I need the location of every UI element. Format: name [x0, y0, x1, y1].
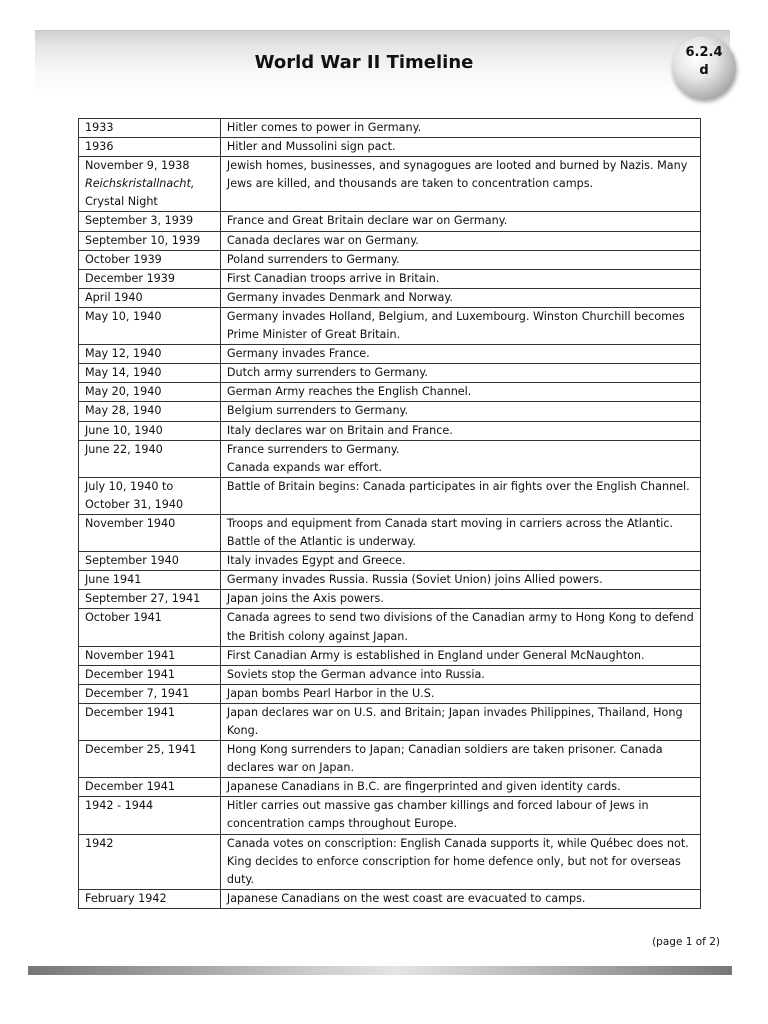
event-text: Canada declares war on Germany. — [226, 233, 419, 247]
table-row — [79, 684, 701, 703]
table-row — [79, 250, 701, 269]
date-text: November 1940 — [85, 516, 176, 530]
event-cell — [220, 345, 700, 364]
date-cell — [79, 231, 221, 250]
table-row — [79, 307, 701, 344]
table-row — [79, 269, 701, 288]
timeline-body — [79, 119, 701, 909]
timeline-table — [78, 118, 701, 909]
date-text: December 1941 — [85, 667, 176, 681]
event-cell — [220, 231, 700, 250]
event-cell — [220, 684, 700, 703]
date-text: September 3, 1939 — [85, 214, 194, 228]
table-row — [79, 364, 701, 383]
date-cell — [79, 157, 221, 212]
event-text: Japanese Canadians in B.C. are fingerprinted and given identity cards. — [226, 780, 621, 794]
event-cell — [220, 552, 700, 571]
table-row — [79, 157, 701, 212]
date-text: December 7, 1941 — [85, 686, 190, 700]
date-cell — [79, 383, 221, 402]
table-row — [79, 609, 701, 646]
event-cell — [220, 703, 700, 740]
date-text: October 1939 — [85, 252, 162, 266]
event-text: Troops and equipment from Canada start moving in carriers across the Atlantic. — [226, 516, 674, 530]
date-text: May 12, 1940 — [85, 347, 162, 361]
table-row — [79, 552, 701, 571]
date-text: October 1941 — [85, 611, 162, 625]
event-text: Japanese Canadians on the west coast are evacuated to camps. — [226, 891, 586, 905]
event-text: First Canadian Army is established in England under General McNaughton. — [226, 648, 645, 662]
table-row — [79, 889, 701, 908]
event-cell — [220, 402, 700, 421]
date-text: July 10, 1940 to — [85, 479, 174, 493]
event-cell — [220, 609, 700, 646]
date-cell — [79, 797, 221, 834]
date-cell — [79, 514, 221, 551]
date-text: May 20, 1940 — [85, 385, 162, 399]
date-cell — [79, 646, 221, 665]
date-text: September 1940 — [85, 554, 179, 568]
date-text: December 1941 — [85, 705, 176, 719]
event-cell — [220, 741, 700, 778]
table-row — [79, 571, 701, 590]
table-row — [79, 514, 701, 551]
table-row — [79, 288, 701, 307]
date-text: 1942 - 1944 — [85, 799, 154, 813]
table-row — [79, 646, 701, 665]
event-text: Hitler and Mussolini sign pact. — [226, 140, 396, 154]
event-cell — [220, 138, 700, 157]
date-cell — [79, 684, 221, 703]
date-cell — [79, 307, 221, 344]
date-cell — [79, 440, 221, 477]
event-cell — [220, 778, 700, 797]
event-extra: Battle of the Atlantic is underway. — [226, 535, 416, 549]
event-cell — [220, 477, 700, 514]
table-row — [79, 231, 701, 250]
event-cell — [220, 440, 700, 477]
table-row — [79, 212, 701, 231]
event-cell — [220, 269, 700, 288]
event-cell — [220, 157, 700, 212]
event-cell — [220, 646, 700, 665]
date-cell — [79, 138, 221, 157]
table-row — [79, 590, 701, 609]
section-badge-globe-icon — [672, 36, 736, 100]
event-cell — [220, 364, 700, 383]
date-text: June 10, 1940 — [85, 423, 163, 437]
date-text: September 27, 1941 — [85, 592, 201, 606]
footer-band — [28, 966, 732, 975]
date-cell — [79, 552, 221, 571]
event-cell — [220, 288, 700, 307]
date-extra: October 31, 1940 — [85, 497, 184, 511]
page-title: World War II Timeline — [254, 52, 474, 73]
event-cell — [220, 514, 700, 551]
event-text: Poland surrenders to Germany. — [226, 252, 400, 266]
date-cell — [79, 741, 221, 778]
event-text: France surrenders to Germany. — [226, 442, 400, 456]
date-cell — [79, 345, 221, 364]
date-text: May 14, 1940 — [85, 366, 162, 380]
date-text: 1942 — [85, 836, 114, 850]
event-cell — [220, 383, 700, 402]
date-cell — [79, 834, 221, 889]
date-text: December 1939 — [85, 271, 176, 285]
date-text: 1936 — [85, 140, 114, 154]
date-text: February 1942 — [85, 891, 167, 905]
event-text: France and Great Britain declare war on Germany. — [226, 214, 508, 228]
table-row — [79, 119, 701, 138]
date-cell — [79, 590, 221, 609]
event-text: Canada agrees to send two divisions of the Canadian army to Hong Kong to defend the British colony against Japan. — [226, 611, 694, 643]
event-text: Hitler carries out massive gas chamber killings and forced labour of Jews in concentration camps throughout Europe. — [226, 799, 649, 831]
table-row — [79, 665, 701, 684]
event-cell — [220, 421, 700, 440]
event-text: Canada votes on conscription: English Canada supports it, while Québec does not. King decides to enforce conscription for home defence only, but not for overseas duty. — [226, 836, 689, 886]
table-row — [79, 440, 701, 477]
event-text: Germany invades Denmark and Norway. — [226, 290, 453, 304]
date-cell — [79, 212, 221, 231]
date-cell — [79, 288, 221, 307]
table-row — [79, 402, 701, 421]
table-row — [79, 834, 701, 889]
event-text: Italy declares war on Britain and France. — [226, 423, 453, 437]
event-cell — [220, 250, 700, 269]
event-text: Germany invades Russia. Russia (Soviet Union) joins Allied powers. — [226, 573, 603, 587]
date-cell — [79, 364, 221, 383]
event-text: German Army reaches the English Channel. — [226, 385, 472, 399]
event-cell — [220, 307, 700, 344]
event-cell — [220, 834, 700, 889]
table-row — [79, 778, 701, 797]
date-cell — [79, 571, 221, 590]
date-text: December 1941 — [85, 780, 176, 794]
section-number: 6.2.4 d — [685, 45, 723, 78]
date-cell — [79, 250, 221, 269]
event-extra: Canada expands war effort. — [226, 460, 383, 474]
date-cell — [79, 402, 221, 421]
date-cell — [79, 477, 221, 514]
event-cell — [220, 212, 700, 231]
date-cell — [79, 421, 221, 440]
date-text: May 10, 1940 — [85, 309, 162, 323]
date-text: September 10, 1939 — [85, 233, 201, 247]
event-text: Italy invades Egypt and Greece. — [226, 554, 406, 568]
date-text: November 9, 1938 — [85, 159, 190, 173]
date-text: June 22, 1940 — [85, 442, 163, 456]
date-text: June 1941 — [85, 573, 142, 587]
table-row — [79, 797, 701, 834]
date-extra: Crystal Night — [85, 195, 158, 209]
table-row — [79, 421, 701, 440]
table-row — [79, 741, 701, 778]
event-text: Germany invades France. — [226, 347, 370, 361]
event-text: Hitler comes to power in Germany. — [226, 121, 422, 134]
date-cell — [79, 889, 221, 908]
date-cell — [79, 269, 221, 288]
event-text: Soviets stop the German advance into Russia. — [226, 667, 485, 681]
event-text: Jewish homes, businesses, and synagogues are looted and burned by Nazis. Many Jews are killed, and thousands are taken to concentration camps. — [226, 159, 688, 191]
table-row — [79, 703, 701, 740]
date-cell — [79, 778, 221, 797]
date-note: Reichskristallnacht, — [85, 177, 195, 191]
page-number: (page 1 of 2) — [652, 936, 720, 948]
event-cell — [220, 590, 700, 609]
event-text: First Canadian troops arrive in Britain. — [226, 271, 440, 285]
event-cell — [220, 119, 700, 138]
date-cell — [79, 119, 221, 138]
table-row — [79, 345, 701, 364]
table-row — [79, 477, 701, 514]
event-text: Japan joins the Axis powers. — [226, 592, 384, 606]
event-text: Hong Kong surrenders to Japan; Canadian soldiers are taken prisoner. Canada declares war on Japan. — [226, 743, 663, 775]
event-cell — [220, 665, 700, 684]
event-text: Japan bombs Pearl Harbor in the U.S. — [226, 686, 435, 700]
date-text: April 1940 — [85, 290, 143, 304]
event-text: Germany invades Holland, Belgium, and Luxembourg. Winston Churchill becomes Prime Minister of Great Britain. — [226, 309, 685, 342]
event-text: Belgium surrenders to Germany. — [226, 404, 409, 418]
event-text: Japan declares war on U.S. and Britain; Japan invades Philippines, Thailand, Hong Kong. — [226, 705, 683, 737]
event-cell — [220, 571, 700, 590]
event-text: Dutch army surrenders to Germany. — [226, 366, 428, 380]
date-text: 1933 — [85, 121, 114, 134]
table-row — [79, 383, 701, 402]
event-text: Battle of Britain begins: Canada participates in air fights over the English Channel. — [226, 479, 690, 493]
date-cell — [79, 609, 221, 646]
event-cell — [220, 889, 700, 908]
date-cell — [79, 665, 221, 684]
table-row — [79, 138, 701, 157]
date-text: December 25, 1941 — [85, 743, 197, 757]
event-cell — [220, 797, 700, 834]
date-text: November 1941 — [85, 648, 176, 662]
date-cell — [79, 703, 221, 740]
date-text: May 28, 1940 — [85, 404, 162, 418]
